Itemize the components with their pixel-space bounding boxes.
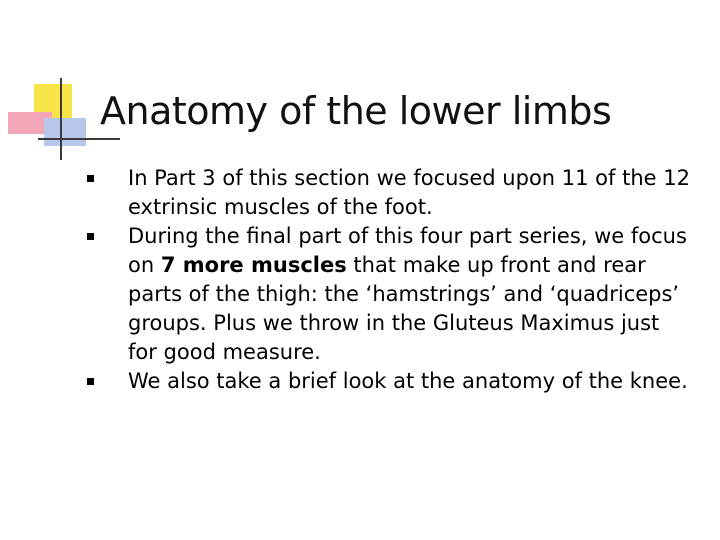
slide-title: Anatomy of the lower limbs [100, 89, 612, 133]
bullet-text [128, 224, 687, 364]
bullet-bold-text: 7 more muscles [160, 253, 347, 277]
square-bullet-icon [87, 175, 94, 182]
bullet-list [84, 164, 694, 396]
bullet-text: We also take a brief look at the anatomy of the knee. [128, 369, 688, 393]
square-bullet-icon [87, 233, 94, 240]
bullet-text-part: that make up front and rear parts of the thigh: the ‘hamstrings’ and ‘quadriceps’ groups. Plus we throw in the Gluteus Maximus just for good measure. [128, 253, 680, 364]
logo-vertical-line [60, 78, 62, 160]
bullet-item [84, 222, 694, 367]
bullet-item [84, 164, 694, 222]
bullet-text: In Part 3 of this section we focused upon 11 of the 12 extrinsic muscles of the foot. [128, 166, 690, 219]
corner-logo [0, 0, 120, 170]
square-bullet-icon [87, 378, 94, 385]
logo-blue-rectangle [44, 118, 86, 146]
bullet-text-part: During the final part of this four part series, we focus on [128, 224, 687, 277]
logo-horizontal-line [38, 138, 120, 140]
bullet-item [84, 367, 694, 396]
